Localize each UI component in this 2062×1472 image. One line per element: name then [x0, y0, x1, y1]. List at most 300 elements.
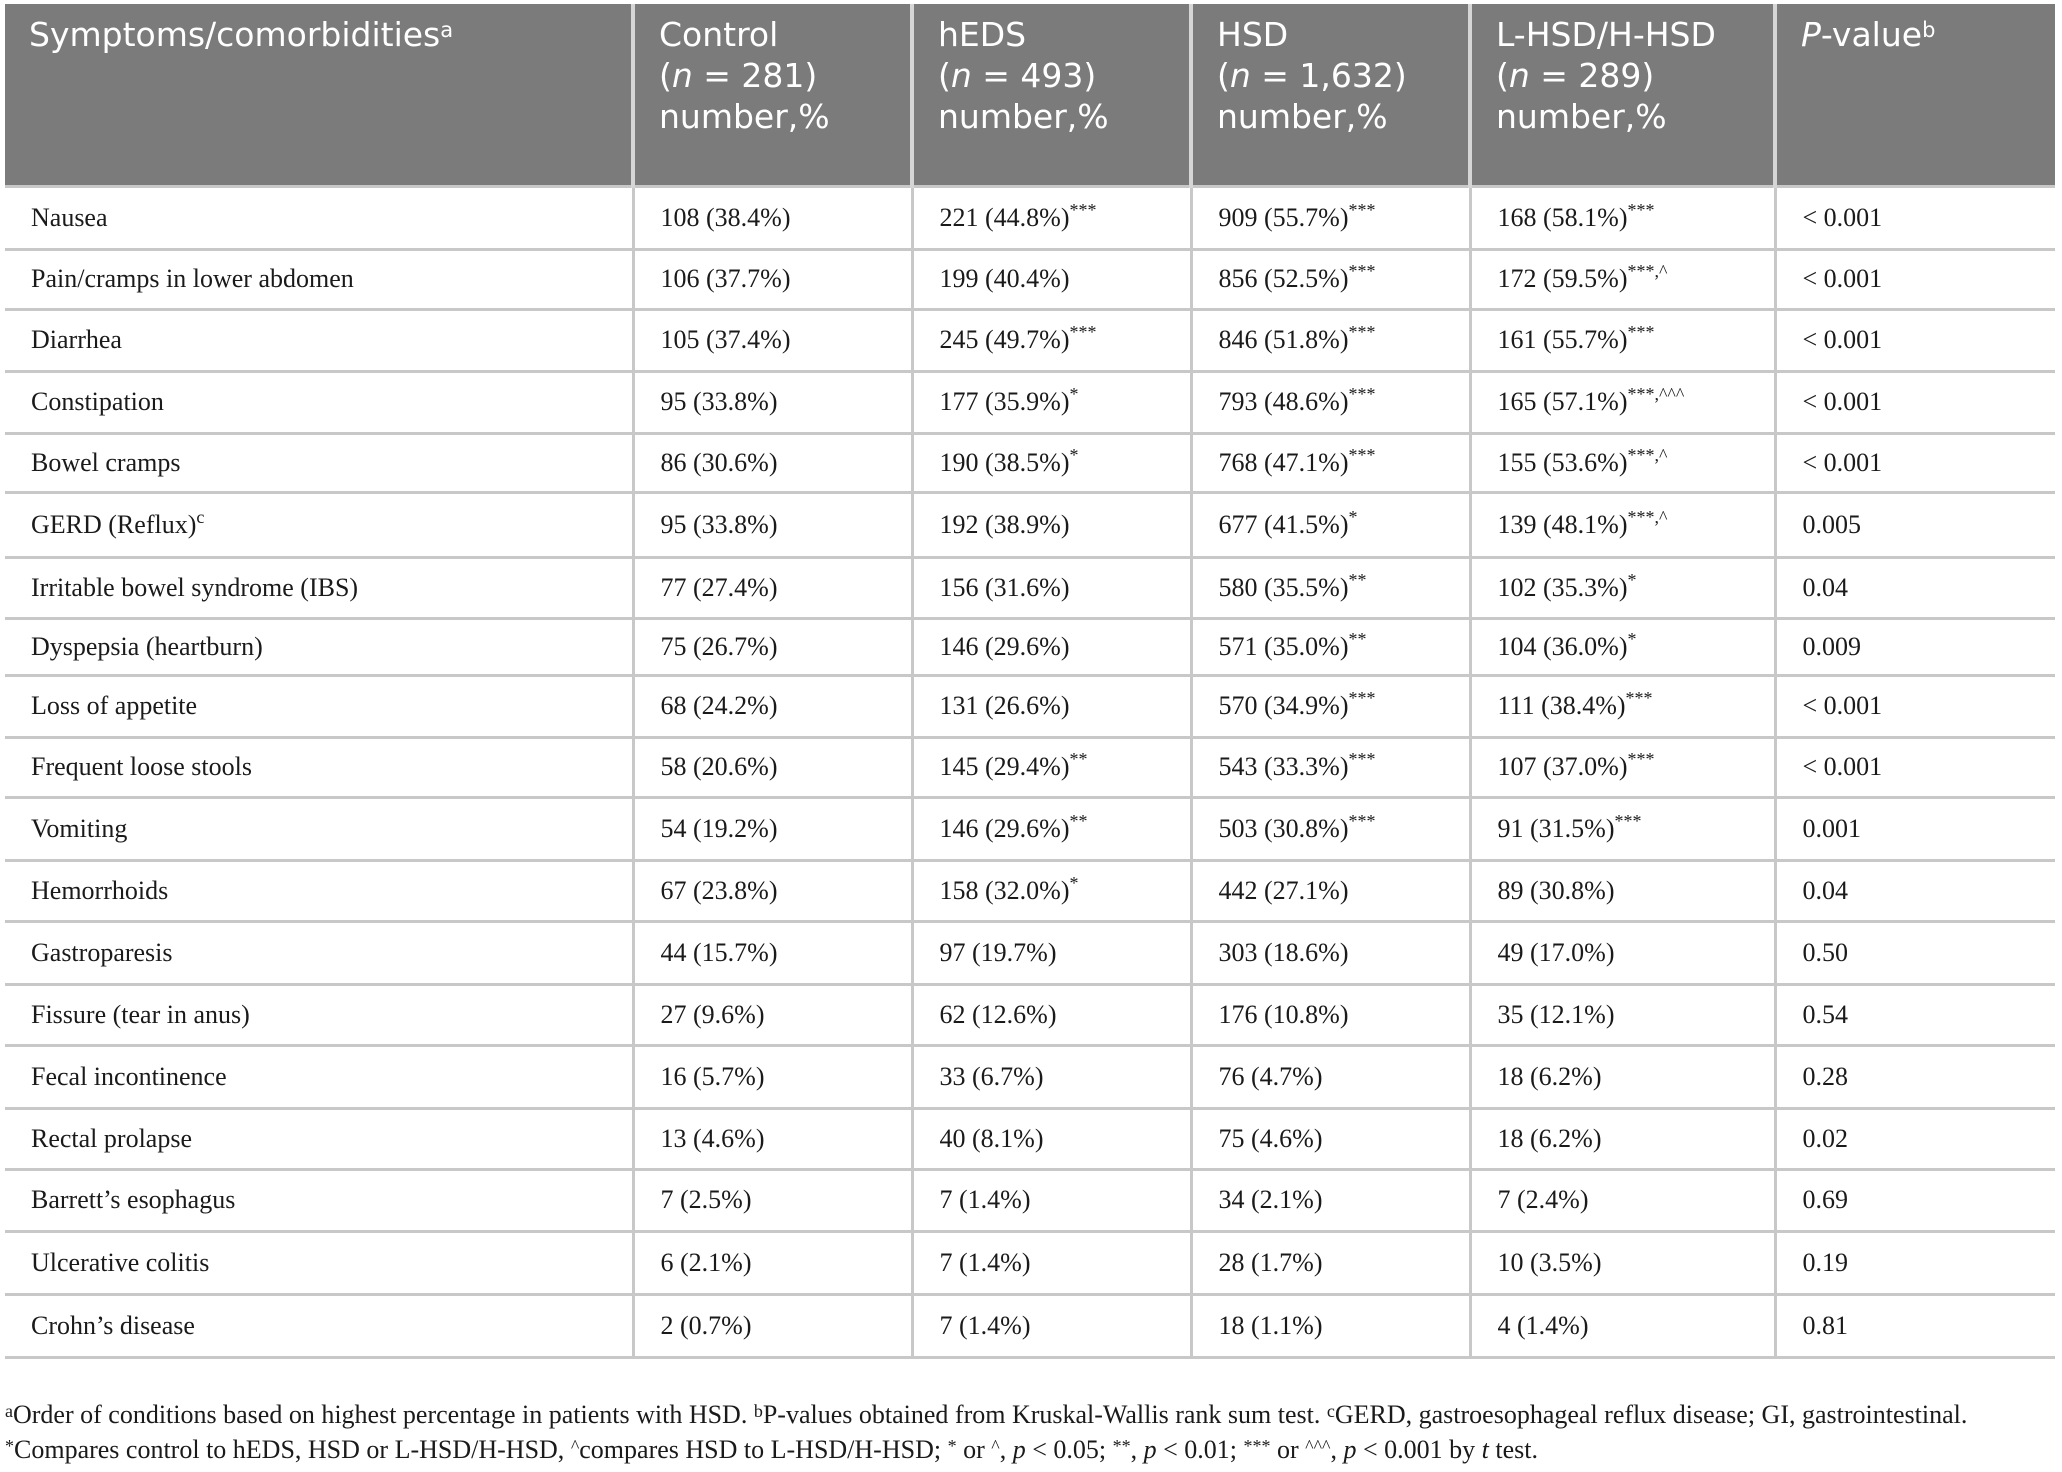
significance-marker: *** [1348, 199, 1376, 220]
table-row [5, 921, 2055, 984]
cell-lhsd-hhsd [1470, 618, 1775, 675]
cell-p-value-text: 0.19 [1802, 1247, 1848, 1277]
cell-symptom [5, 1294, 633, 1357]
cell-heds-text: 131 (26.6%) [939, 691, 1070, 720]
header-hsd-unit: number,% [1217, 97, 1388, 136]
cell-lhsd-hhsd [1470, 557, 1775, 618]
cell-heds-text: 146 (29.6%) [939, 813, 1070, 843]
footnote-a-text: Order of conditions based on highest percentage in patients with HSD. [13, 1400, 754, 1429]
header-symptoms [5, 4, 633, 186]
cell-symptom [5, 737, 633, 797]
cell-control-text: 86 (30.6%) [660, 447, 778, 477]
cell-p-value [1775, 984, 2055, 1045]
cell-symptom-text: Pain/cramps in lower abdomen [31, 264, 354, 293]
cell-control [633, 492, 912, 557]
cell-control [633, 860, 912, 921]
table-row [5, 618, 2055, 675]
cell-control [633, 797, 912, 860]
cell-p-value [1775, 675, 2055, 737]
cell-heds [912, 1108, 1191, 1169]
significance-marker: ***,^ [1627, 506, 1668, 527]
cell-heds [912, 309, 1191, 371]
cell-hsd [1191, 1294, 1470, 1357]
footnote-sup: ^ [991, 1436, 1000, 1456]
cell-p-value [1775, 1169, 2055, 1231]
cell-p-value [1775, 433, 2055, 492]
cell-heds-text: 177 (35.9%) [939, 387, 1070, 416]
cell-hsd [1191, 921, 1470, 984]
footnote-text: < 0.001 by [1356, 1435, 1482, 1464]
footnote-t-italic: t [1481, 1435, 1489, 1464]
cell-control [633, 1169, 912, 1231]
cell-p-value-text: < 0.001 [1802, 752, 1883, 781]
p-label: P [1801, 15, 1821, 54]
cell-heds [912, 921, 1191, 984]
significance-marker: *** [1627, 199, 1655, 220]
header-heds [912, 4, 1191, 186]
cell-symptom-text: Bowel cramps [31, 447, 181, 477]
cell-p-value-text: 0.02 [1802, 1123, 1848, 1153]
cell-p-value [1775, 860, 2055, 921]
cell-heds [912, 618, 1191, 675]
cell-symptom-text: Constipation [31, 387, 164, 416]
cell-control [633, 1294, 912, 1357]
footnote-text: test. [1488, 1435, 1539, 1464]
cell-p-value-text: 0.001 [1802, 813, 1861, 843]
cell-p-value-text: < 0.001 [1802, 202, 1883, 232]
cell-hsd-text: 543 (33.3%) [1218, 752, 1349, 781]
cell-heds [912, 984, 1191, 1045]
significance-marker: *** [1348, 749, 1376, 769]
cell-heds [912, 492, 1191, 557]
cell-heds [912, 1231, 1191, 1294]
cell-lhsd-hhsd [1470, 309, 1775, 371]
cell-control [633, 309, 912, 371]
cell-symptom [5, 921, 633, 984]
significance-marker: * [1627, 628, 1637, 649]
cell-lhsd-hhsd [1470, 1169, 1775, 1231]
cell-hsd-text: 75 (4.6%) [1218, 1123, 1323, 1153]
cell-heds [912, 186, 1191, 249]
cell-hsd-text: 303 (18.6%) [1218, 937, 1349, 967]
cell-heds [912, 1045, 1191, 1108]
table-row [5, 1108, 2055, 1169]
cell-symptom-text: Ulcerative colitis [31, 1247, 210, 1277]
header-p-value [1775, 4, 2055, 186]
cell-heds-text: 33 (6.7%) [939, 1061, 1044, 1091]
cell-p-value-text: 0.009 [1802, 631, 1861, 661]
significance-marker: * [1348, 506, 1358, 527]
header-control-unit: number,% [659, 97, 830, 136]
cell-hsd-text: 768 (47.1%) [1218, 447, 1349, 477]
n-value: = 289) [1529, 56, 1655, 95]
cell-symptom [5, 1045, 633, 1108]
cell-lhsd-hhsd [1470, 1294, 1775, 1357]
significance-marker: ***,^ [1627, 444, 1668, 465]
cell-symptom-text: Rectal prolapse [31, 1123, 192, 1153]
header-lhsd-hhsd [1470, 4, 1775, 186]
cell-hsd [1191, 737, 1470, 797]
cell-heds [912, 797, 1191, 860]
cell-hsd-text: 570 (34.9%) [1218, 691, 1349, 720]
cell-lhsd-hhsd-text: 111 (38.4%) [1497, 691, 1626, 720]
cell-control [633, 557, 912, 618]
footnote-text: compares HSD to L-HSD/H-HSD; [579, 1435, 948, 1464]
significance-marker: *** [1348, 322, 1376, 342]
cell-hsd-text: 580 (35.5%) [1218, 572, 1349, 602]
significance-marker: *** [1348, 810, 1376, 831]
table-row [5, 249, 2055, 309]
header-heds-unit: number,% [938, 97, 1109, 136]
cell-hsd [1191, 860, 1470, 921]
footnote-c-text: GERD, gastroesophageal reflux disease; GI, gastrointestinal. [1334, 1400, 1968, 1429]
cell-symptom-text: Irritable bowel syndrome (IBS) [31, 572, 359, 602]
cell-heds-text: 62 (12.6%) [939, 999, 1057, 1029]
cell-hsd-text: 176 (10.8%) [1218, 999, 1349, 1029]
cell-control-text: 105 (37.4%) [660, 325, 791, 354]
cell-lhsd-hhsd-text: 139 (48.1%) [1497, 509, 1628, 539]
header-lhsd-n [1496, 55, 1749, 96]
cell-control [633, 1231, 912, 1294]
footnote-a-mark: a [440, 18, 454, 42]
footnote-text: , [1130, 1435, 1144, 1464]
cell-p-value [1775, 557, 2055, 618]
cell-lhsd-hhsd [1470, 492, 1775, 557]
symptoms-table [5, 4, 2055, 1359]
significance-marker: ** [1069, 810, 1088, 831]
cell-hsd-text: 34 (2.1%) [1218, 1185, 1323, 1214]
cell-lhsd-hhsd [1470, 797, 1775, 860]
header-control-name: Control [659, 15, 779, 54]
cell-p-value [1775, 249, 2055, 309]
cell-hsd [1191, 557, 1470, 618]
significance-marker: *** [1627, 749, 1655, 769]
cell-control-text: 108 (38.4%) [660, 202, 791, 232]
cell-symptom [5, 797, 633, 860]
significance-marker: *** [1627, 322, 1655, 342]
header-control [633, 4, 912, 186]
cell-p-value-text: < 0.001 [1802, 264, 1883, 293]
cell-control [633, 249, 912, 309]
header-hsd-name: HSD [1217, 15, 1289, 54]
cell-p-value [1775, 186, 2055, 249]
cell-control [633, 984, 912, 1045]
cell-symptom-text: Barrett’s esophagus [31, 1185, 236, 1214]
significance-marker: ** [1069, 749, 1088, 769]
significance-marker: *** [1348, 261, 1376, 281]
cell-heds [912, 737, 1191, 797]
cell-lhsd-hhsd-text: 35 (12.1%) [1497, 999, 1615, 1029]
cell-lhsd-hhsd [1470, 675, 1775, 737]
cell-hsd-text: 76 (4.7%) [1218, 1061, 1323, 1091]
cell-control-text: 95 (33.8%) [660, 387, 778, 416]
cell-heds-text: 156 (31.6%) [939, 572, 1070, 602]
footnote-b-sup: b [753, 1401, 763, 1421]
cell-p-value [1775, 1045, 2055, 1108]
cell-control [633, 675, 912, 737]
cell-control-text: 77 (27.4%) [660, 572, 778, 602]
header-control-n [659, 55, 886, 96]
cell-p-value [1775, 371, 2055, 433]
cell-lhsd-hhsd-text: 4 (1.4%) [1497, 1310, 1589, 1340]
cell-symptom-text: Loss of appetite [31, 691, 198, 720]
cell-heds-text: 190 (38.5%) [939, 447, 1070, 477]
cell-lhsd-hhsd [1470, 1108, 1775, 1169]
cell-p-value-text: 0.69 [1802, 1185, 1848, 1214]
cell-lhsd-hhsd [1470, 860, 1775, 921]
table-row [5, 371, 2055, 433]
footnote-text: or [1270, 1435, 1306, 1464]
footnotes [5, 1397, 2057, 1467]
cell-symptom [5, 309, 633, 371]
n-var: n [1229, 56, 1251, 95]
cell-p-value [1775, 309, 2055, 371]
significance-marker: * [1069, 444, 1079, 465]
header-row [5, 4, 2055, 186]
cell-symptom-text: Hemorrhoids [31, 875, 169, 905]
table-row [5, 1045, 2055, 1108]
cell-control-text: 16 (5.7%) [660, 1061, 765, 1091]
cell-p-value-text: 0.54 [1802, 999, 1848, 1029]
cell-lhsd-hhsd [1470, 371, 1775, 433]
footnote-text: or [956, 1435, 992, 1464]
table-row [5, 492, 2055, 557]
cell-symptom [5, 1231, 633, 1294]
n-var: n [1508, 56, 1530, 95]
cell-heds [912, 557, 1191, 618]
cell-p-value-text: < 0.001 [1802, 387, 1883, 416]
cell-hsd [1191, 984, 1470, 1045]
cell-control-text: 68 (24.2%) [660, 691, 778, 720]
cell-symptom [5, 371, 633, 433]
cell-heds [912, 371, 1191, 433]
cell-hsd [1191, 1169, 1470, 1231]
cell-p-value [1775, 618, 2055, 675]
cell-control [633, 921, 912, 984]
cell-p-value [1775, 1294, 2055, 1357]
cell-lhsd-hhsd-text: 168 (58.1%) [1497, 202, 1628, 232]
table-row [5, 1294, 2055, 1357]
cell-control-text: 106 (37.7%) [660, 264, 791, 293]
cell-hsd [1191, 1045, 1470, 1108]
cell-lhsd-hhsd [1470, 984, 1775, 1045]
cell-symptom-text: Crohn’s disease [31, 1310, 195, 1340]
footnote-p-italic: p [1343, 1435, 1357, 1464]
header-symptoms-label: Symptoms/comorbidities [29, 15, 441, 54]
cell-lhsd-hhsd-text: 91 (31.5%) [1497, 813, 1615, 843]
cell-hsd [1191, 492, 1470, 557]
cell-lhsd-hhsd-text: 107 (37.0%) [1497, 752, 1628, 781]
cell-symptom [5, 675, 633, 737]
table-row [5, 557, 2055, 618]
cell-hsd-text: 18 (1.1%) [1218, 1310, 1323, 1340]
footnote-c-sup: c [1326, 1401, 1335, 1421]
cell-symptom-text: Fissure (tear in anus) [31, 999, 250, 1029]
cell-p-value-text: < 0.001 [1802, 447, 1883, 477]
cell-heds [912, 249, 1191, 309]
cell-symptom-text: GERD (Reflux) [31, 509, 197, 539]
footnote-star-sup: * [5, 1436, 14, 1456]
cell-lhsd-hhsd-text: 18 (6.2%) [1497, 1061, 1602, 1091]
cell-symptom-text: Nausea [31, 202, 108, 232]
footnote-text: < 0.01; [1156, 1435, 1244, 1464]
cell-lhsd-hhsd-text: 89 (30.8%) [1497, 875, 1615, 905]
cell-lhsd-hhsd [1470, 249, 1775, 309]
cell-p-value-text: 0.04 [1802, 875, 1848, 905]
cell-heds-text: 245 (49.7%) [939, 325, 1070, 354]
significance-marker: *** [1348, 444, 1376, 465]
cell-hsd [1191, 186, 1470, 249]
cell-symptom-text: Fecal incontinence [31, 1061, 227, 1091]
cell-lhsd-hhsd-text: 18 (6.2%) [1497, 1123, 1602, 1153]
cell-heds-text: 7 (1.4%) [939, 1247, 1031, 1277]
symptoms-table-container [5, 4, 2055, 1359]
cell-lhsd-hhsd-text: 155 (53.6%) [1497, 447, 1628, 477]
footnote-p-italic: p [1012, 1435, 1026, 1464]
cell-hsd-text: 793 (48.6%) [1218, 387, 1349, 416]
cell-lhsd-hhsd-text: 7 (2.4%) [1497, 1185, 1589, 1214]
cell-heds [912, 675, 1191, 737]
cell-hsd [1191, 1108, 1470, 1169]
footnote-text: < 0.05; [1025, 1435, 1113, 1464]
cell-heds-text: 145 (29.4%) [939, 752, 1070, 781]
cell-hsd-text: 856 (52.5%) [1218, 264, 1349, 293]
cell-symptom [5, 433, 633, 492]
cell-heds-text: 7 (1.4%) [939, 1310, 1031, 1340]
cell-heds [912, 860, 1191, 921]
cell-control [633, 186, 912, 249]
significance-marker: *** [1625, 688, 1653, 708]
cell-heds-text: 199 (40.4%) [939, 264, 1070, 293]
significance-marker: * [1627, 569, 1637, 590]
cell-p-value-text: < 0.001 [1802, 691, 1883, 720]
cell-hsd [1191, 433, 1470, 492]
cell-p-value-text: 0.005 [1802, 509, 1861, 539]
cell-symptom-text: Frequent loose stools [31, 752, 252, 781]
cell-hsd [1191, 618, 1470, 675]
cell-heds-text: 158 (32.0%) [939, 875, 1070, 905]
cell-hsd [1191, 1231, 1470, 1294]
cell-control-text: 58 (20.6%) [660, 752, 778, 781]
cell-symptom [5, 860, 633, 921]
cell-hsd [1191, 797, 1470, 860]
table-row [5, 860, 2055, 921]
cell-p-value-text: < 0.001 [1802, 325, 1883, 354]
footnote-a-sup: a [5, 1401, 13, 1421]
cell-lhsd-hhsd-text: 49 (17.0%) [1497, 937, 1615, 967]
significance-marker: *** [1069, 322, 1097, 342]
header-hsd [1191, 4, 1470, 186]
cell-lhsd-hhsd-text: 165 (57.1%) [1497, 387, 1628, 416]
cell-p-value-text: 0.28 [1802, 1061, 1848, 1091]
cell-heds-text: 146 (29.6%) [939, 631, 1070, 661]
cell-symptom-text: Vomiting [31, 813, 128, 843]
footnote-b-mark: b [1922, 18, 1936, 42]
cell-control-text: 44 (15.7%) [660, 937, 778, 967]
cell-heds-text: 221 (44.8%) [939, 202, 1070, 232]
n-var: n [950, 56, 972, 95]
cell-control-text: 6 (2.1%) [660, 1247, 752, 1277]
table-row [5, 309, 2055, 371]
cell-symptom [5, 618, 633, 675]
cell-control-text: 67 (23.8%) [660, 875, 778, 905]
cell-symptom [5, 186, 633, 249]
header-lhsd-name: L-HSD/H-HSD [1496, 15, 1716, 54]
cell-lhsd-hhsd [1470, 186, 1775, 249]
cell-p-value [1775, 492, 2055, 557]
cell-symptom [5, 249, 633, 309]
significance-marker: ** [1348, 628, 1367, 649]
cell-heds-text: 97 (19.7%) [939, 937, 1057, 967]
cell-control [633, 371, 912, 433]
cell-control-text: 54 (19.2%) [660, 813, 778, 843]
significance-marker: *** [1348, 384, 1376, 404]
cell-heds-text: 40 (8.1%) [939, 1123, 1044, 1153]
cell-symptom-text: Gastroparesis [31, 937, 173, 967]
footnote-text: , [1330, 1435, 1344, 1464]
cell-control-text: 75 (26.7%) [660, 631, 778, 661]
cell-control-text: 95 (33.8%) [660, 509, 778, 539]
table-body [5, 186, 2055, 1357]
cell-heds [912, 1169, 1191, 1231]
header-heds-name: hEDS [938, 15, 1027, 54]
table-row [5, 1169, 2055, 1231]
cell-heds [912, 433, 1191, 492]
cell-heds [912, 1294, 1191, 1357]
cell-symptom [5, 492, 633, 557]
cell-hsd-text: 503 (30.8%) [1218, 813, 1349, 843]
significance-marker: c [196, 506, 205, 527]
footnote-sup: *** [1243, 1436, 1271, 1456]
significance-marker: *** [1614, 810, 1642, 831]
significance-marker: *** [1069, 199, 1097, 220]
significance-marker: * [1069, 872, 1079, 893]
n-value: = 493) [971, 56, 1097, 95]
cell-hsd-text: 571 (35.0%) [1218, 631, 1349, 661]
table-row [5, 737, 2055, 797]
cell-p-value [1775, 921, 2055, 984]
significance-marker: ***,^ [1627, 261, 1668, 281]
cell-lhsd-hhsd-text: 161 (55.7%) [1497, 325, 1628, 354]
cell-symptom-text: Diarrhea [31, 325, 122, 354]
table-row [5, 186, 2055, 249]
header-heds-n [938, 55, 1165, 96]
header-lhsd-unit: number,% [1496, 97, 1667, 136]
footnote-text: , [999, 1435, 1013, 1464]
cell-symptom [5, 557, 633, 618]
footnote-line-1 [5, 1397, 2057, 1432]
cell-hsd [1191, 675, 1470, 737]
cell-p-value-text: 0.81 [1802, 1310, 1848, 1340]
significance-marker: * [1069, 384, 1079, 404]
cell-lhsd-hhsd [1470, 737, 1775, 797]
footnote-caret-sup: ^ [570, 1436, 580, 1456]
cell-lhsd-hhsd-text: 104 (36.0%) [1497, 631, 1628, 661]
footnote-p-italic: p [1143, 1435, 1157, 1464]
paren: ( [1217, 56, 1230, 95]
cell-symptom [5, 1108, 633, 1169]
cell-hsd-text: 28 (1.7%) [1218, 1247, 1323, 1277]
footnote-b-text: P-values obtained from Kruskal-Wallis rank sum test. [762, 1400, 1327, 1429]
p-label-rest: -value [1820, 15, 1923, 54]
cell-lhsd-hhsd [1470, 433, 1775, 492]
table-row [5, 675, 2055, 737]
n-value: = 281) [692, 56, 818, 95]
paren: ( [1496, 56, 1509, 95]
cell-p-value [1775, 737, 2055, 797]
cell-p-value [1775, 1231, 2055, 1294]
cell-lhsd-hhsd-text: 10 (3.5%) [1497, 1247, 1602, 1277]
